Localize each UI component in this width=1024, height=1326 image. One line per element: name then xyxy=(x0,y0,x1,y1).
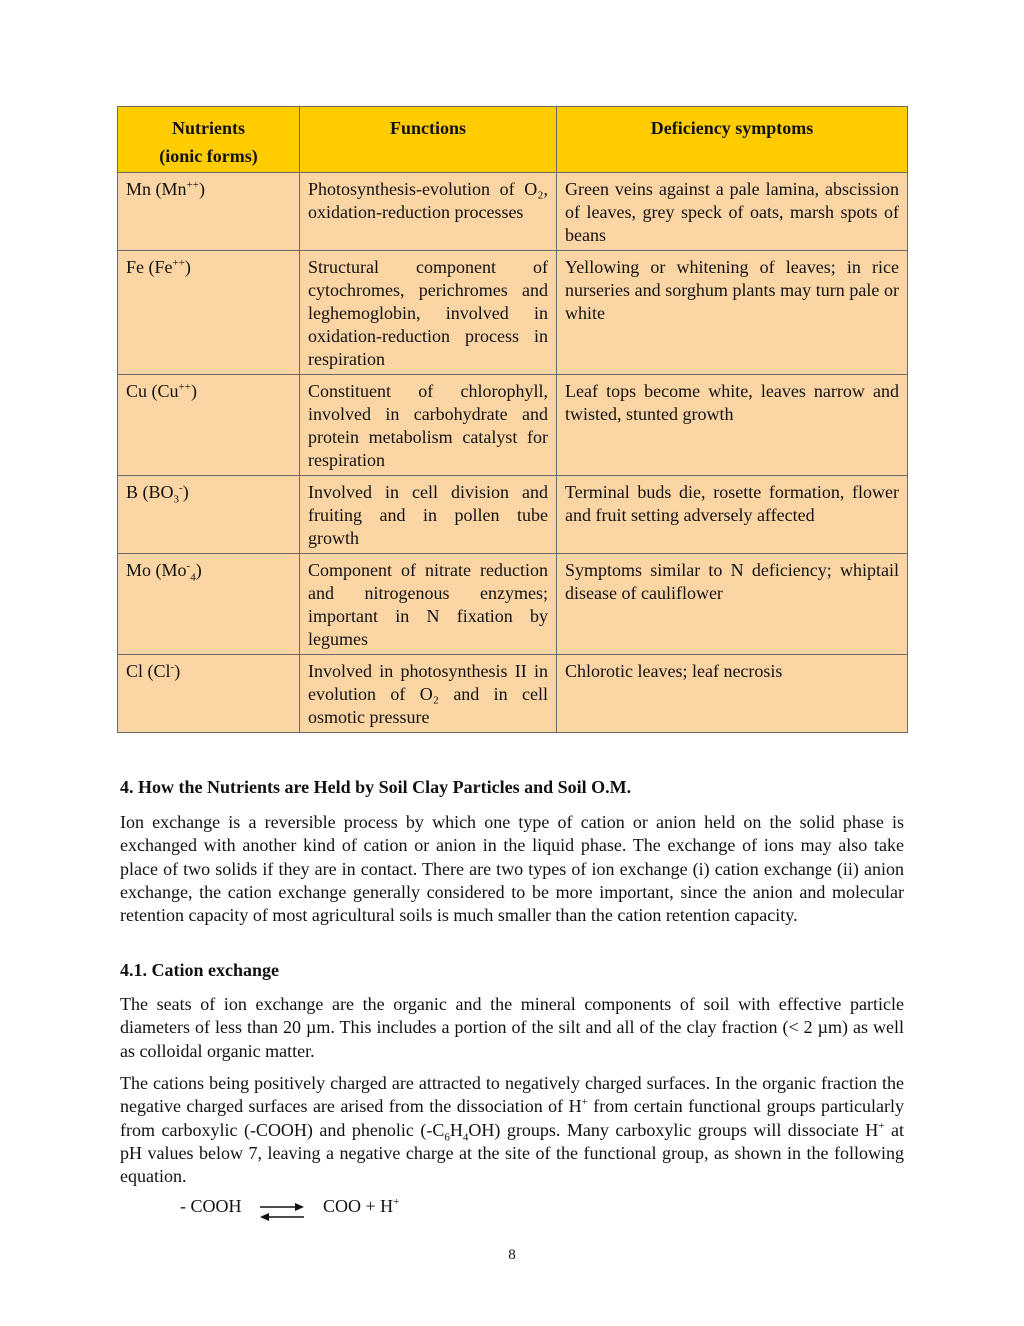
section-4-1-paragraph-1: The seats of ion exchange are the organic and the mineral components of soil with effective particle diameters of less than 20 µm. This includes a portion of the silt and all of the clay fraction (< 2 µm) as well as colloidal organic matter. xyxy=(120,994,904,1061)
function-cell: Structural component of cytochromes, perichromes and leghemoglobin, involved in oxidation-reduction process in respiration xyxy=(300,251,557,375)
reversible-arrow-icon xyxy=(260,1200,304,1222)
deficiency-cell: Terminal buds die, rosette formation, flower and fruit setting adversely affected xyxy=(557,476,908,554)
function-cell: Involved in photosynthesis II in evolution of O₂ and in cell osmotic pressure xyxy=(300,655,557,733)
nutrient-cell: Cl (Cl-) xyxy=(118,655,300,733)
equation-left: - COOH xyxy=(180,1196,242,1216)
header-deficiency: Deficiency symptoms xyxy=(557,107,908,173)
section-4-heading: 4. How the Nutrients are Held by Soil Clay Particles and Soil O.M. xyxy=(120,777,632,797)
nutrient-cell: Mo $(Mo^-_4)$ xyxy=(118,554,300,655)
table-row xyxy=(118,476,908,554)
nutrient-cell: Cu (Cu++) xyxy=(118,375,300,476)
section-4-paragraph: Ion exchange is a reversible process by which one type of cation or anion held on the solid phase is exchanged with another kind of cation or anion in the liquid phase. The exchange of ions may also take place of two solids if they are in contact. There are two types of ion exchange (i) cation exchange (ii) anion exchange, the cation exchange generally considered to be more important, since the anion and molecular retention capacity of most agricultural soils is much smaller than the cation retention capacity. xyxy=(120,812,904,926)
table-row xyxy=(118,554,908,655)
function-cell: Constituent of chlorophyll, involved in carbohydrate and protein metabolism catalyst for respiration xyxy=(300,375,557,476)
function-cell: Component of nitrate reduction and nitrogenous enzymes; important in N fixation by legumes xyxy=(300,554,557,655)
header-nutrients-label: Nutrients xyxy=(172,118,245,138)
section-4-1-heading: 4.1. Cation exchange xyxy=(120,960,279,980)
deficiency-cell: Chlorotic leaves; leaf necrosis xyxy=(557,655,908,733)
nutrient-cell: Mn (Mn++) xyxy=(118,173,300,251)
table-row xyxy=(118,251,908,375)
nutrient-cell: Fe (Fe++) xyxy=(118,251,300,375)
nutrients-table xyxy=(117,106,908,733)
nutrient-cell: B $(BO_3^-)$ xyxy=(118,476,300,554)
header-nutrients xyxy=(118,107,300,173)
table-row xyxy=(118,173,908,251)
deficiency-cell: Symptoms similar to N deficiency; whiptail disease of cauliflower xyxy=(557,554,908,655)
table-row xyxy=(118,655,908,733)
function-cell: Photosynthesis-evolution of O₂, oxidation-reduction processes xyxy=(300,173,557,251)
page-number: 8 xyxy=(508,1247,516,1263)
deficiency-cell: Yellowing or whitening of leaves; in rice nurseries and sorghum plants may turn pale or white xyxy=(557,251,908,375)
header-functions: Functions xyxy=(300,107,557,173)
equation-right: COO + H+ xyxy=(323,1196,400,1216)
function-cell: Involved in cell division and fruiting and in pollen tube growth xyxy=(300,476,557,554)
deficiency-cell: Green veins against a pale lamina, abscission of leaves, grey speck of oats, marsh spots of beans xyxy=(557,173,908,251)
section-4-1-paragraph-2: The cations being positively charged are attracted to negatively charged surfaces. In the organic fraction the negative charged surfaces are arised from the dissociation of H+ from certain functional groups particularly from carboxylic (-COOH) and phenolic $(-C_6H_4OH)$ groups. Many carboxylic groups will dissociate H+ at pH values below 7, leaving a negative charge at the site of the functional group, as shown in the following equation. xyxy=(120,1073,905,1187)
table-header-row xyxy=(118,107,908,173)
header-nutrients-sub: (ionic forms) xyxy=(159,146,258,166)
deficiency-cell: Leaf tops become white, leaves narrow and twisted, stunted growth xyxy=(557,375,908,476)
table-row xyxy=(118,375,908,476)
